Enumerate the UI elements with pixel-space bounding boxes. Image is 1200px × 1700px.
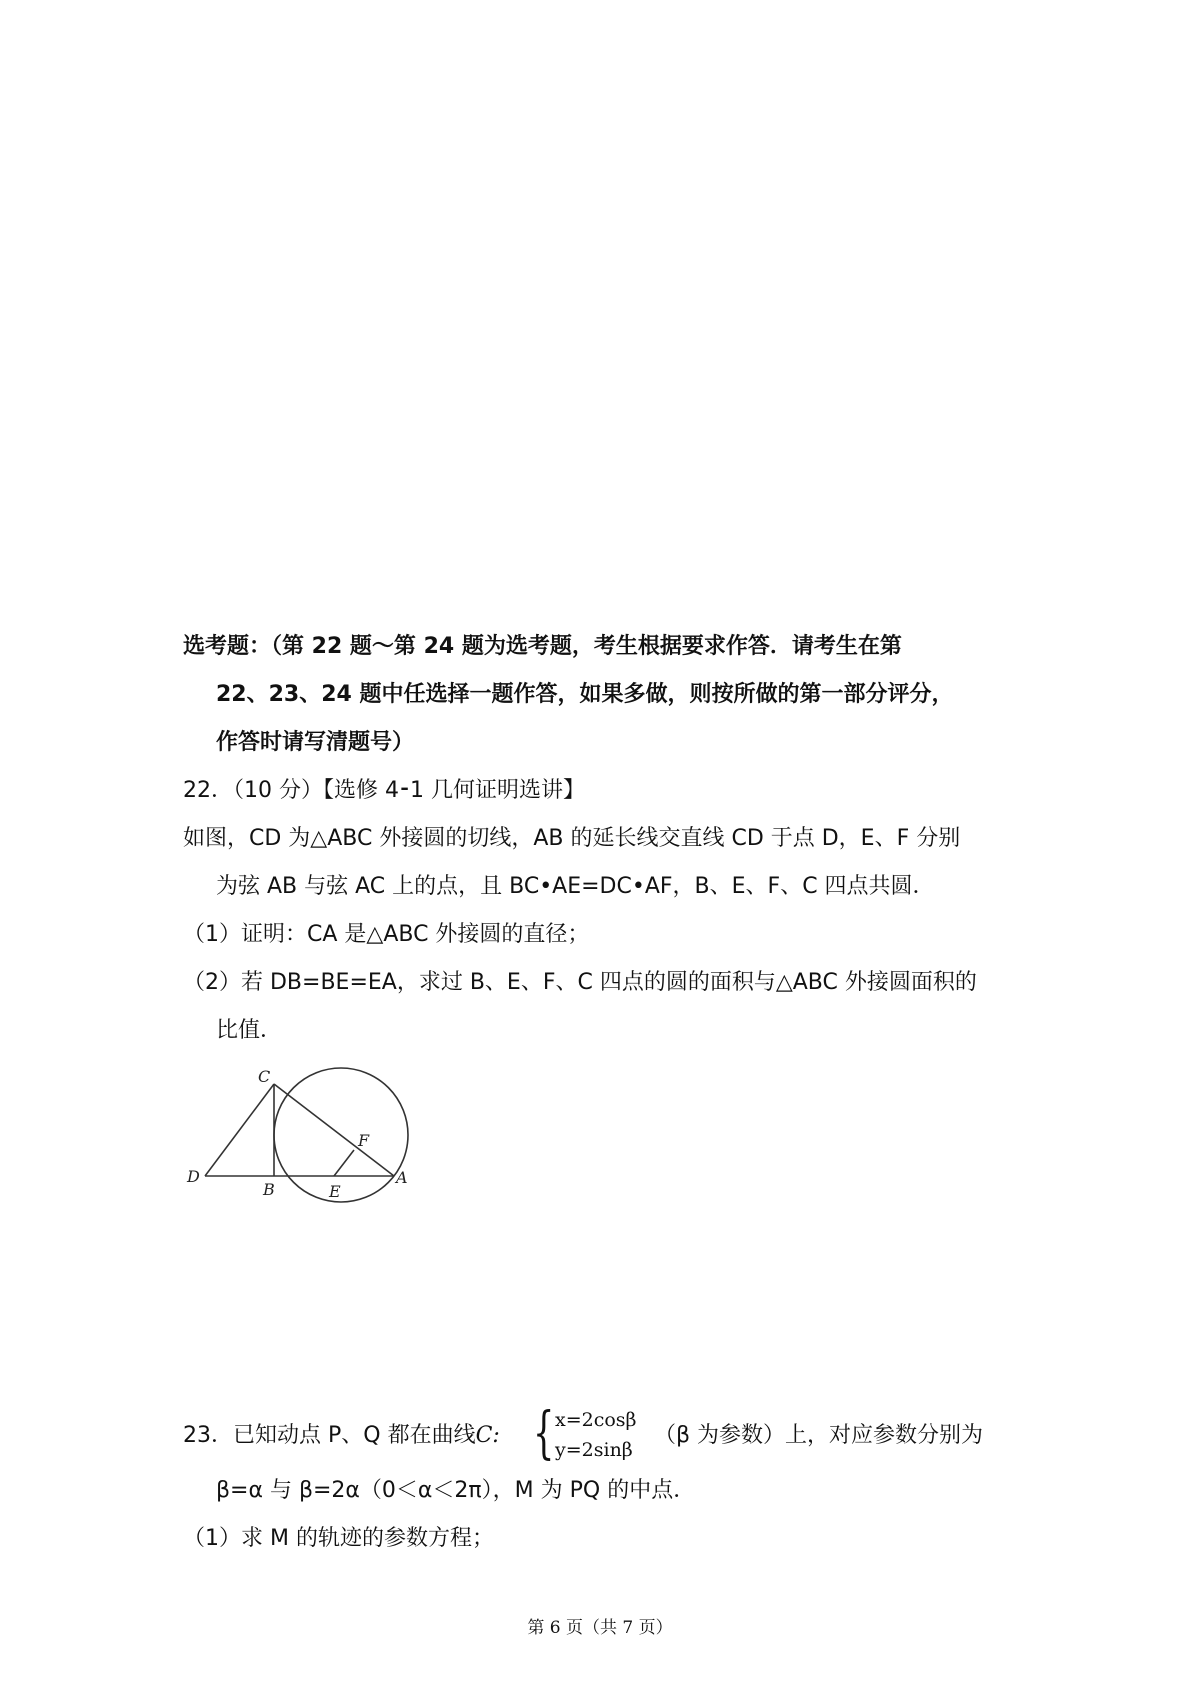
line-ca [274, 1084, 394, 1176]
section-line-2: 22、23、24 题中任选择一题作答，如果多做，则按所做的第一部分评分， [216, 682, 954, 707]
q22-part-1: （1）证明：CA 是△ABC 外接圆的直径； [183, 922, 590, 947]
q22-part-2-line-2: 比值． [216, 1018, 283, 1043]
label-a: A [396, 1168, 408, 1187]
page-footer: 第 6 页（共 7 页） [527, 1618, 673, 1638]
q23-lead-text: 23．已知动点 P、Q 都在曲线 [183, 1423, 476, 1448]
section-line-1: 选考题：（第 22 题～第 24 题为选考题，考生根据要求作答．请考生在第 [183, 634, 902, 659]
line-ef [334, 1150, 354, 1176]
section-line-3: 作答时请写清题号） [216, 730, 415, 755]
q22-part-2-line-1: （2）若 DB=BE=EA，求过 B、E、F、C 四点的圆的面积与△ABC 外接圆面积的 [183, 970, 977, 995]
line-dc [205, 1084, 274, 1176]
q23-lead-tail: （β 为参数）上，对应参数分别为 [654, 1423, 984, 1448]
q22-stem-line-2: 为弦 AB 与弦 AC 上的点，且 BC•AE=DC•AF，B、E、F、C 四点共圆． [216, 874, 935, 899]
q22-heading: 22．（10 分）【选修 4⁃1 几何证明选讲】 [183, 778, 585, 803]
q22-stem-line-1: 如图，CD 为△ABC 外接圆的切线，AB 的延长线交直线 CD 于点 D，E、F 分别 [183, 826, 961, 851]
equation-y: y=2sinβ [555, 1439, 633, 1461]
q23-lead [183, 1421, 500, 1451]
label-c: C [258, 1067, 271, 1086]
parametric-equation-system [533, 1401, 643, 1468]
geometry-figure [180, 1062, 430, 1212]
equation-x: x=2cosβ [555, 1409, 637, 1431]
curve-name: C: [475, 1423, 500, 1448]
label-d: D [187, 1167, 200, 1186]
label-f: F [358, 1131, 370, 1150]
q23-line-2: β=α 与 β=2α（0＜α＜2π），M 为 PQ 的中点． [216, 1478, 696, 1503]
label-b: B [263, 1180, 275, 1199]
label-e: E [329, 1182, 341, 1201]
brace: { [533, 1401, 555, 1466]
q23-part-1: （1）求 M 的轨迹的参数方程； [183, 1526, 494, 1551]
